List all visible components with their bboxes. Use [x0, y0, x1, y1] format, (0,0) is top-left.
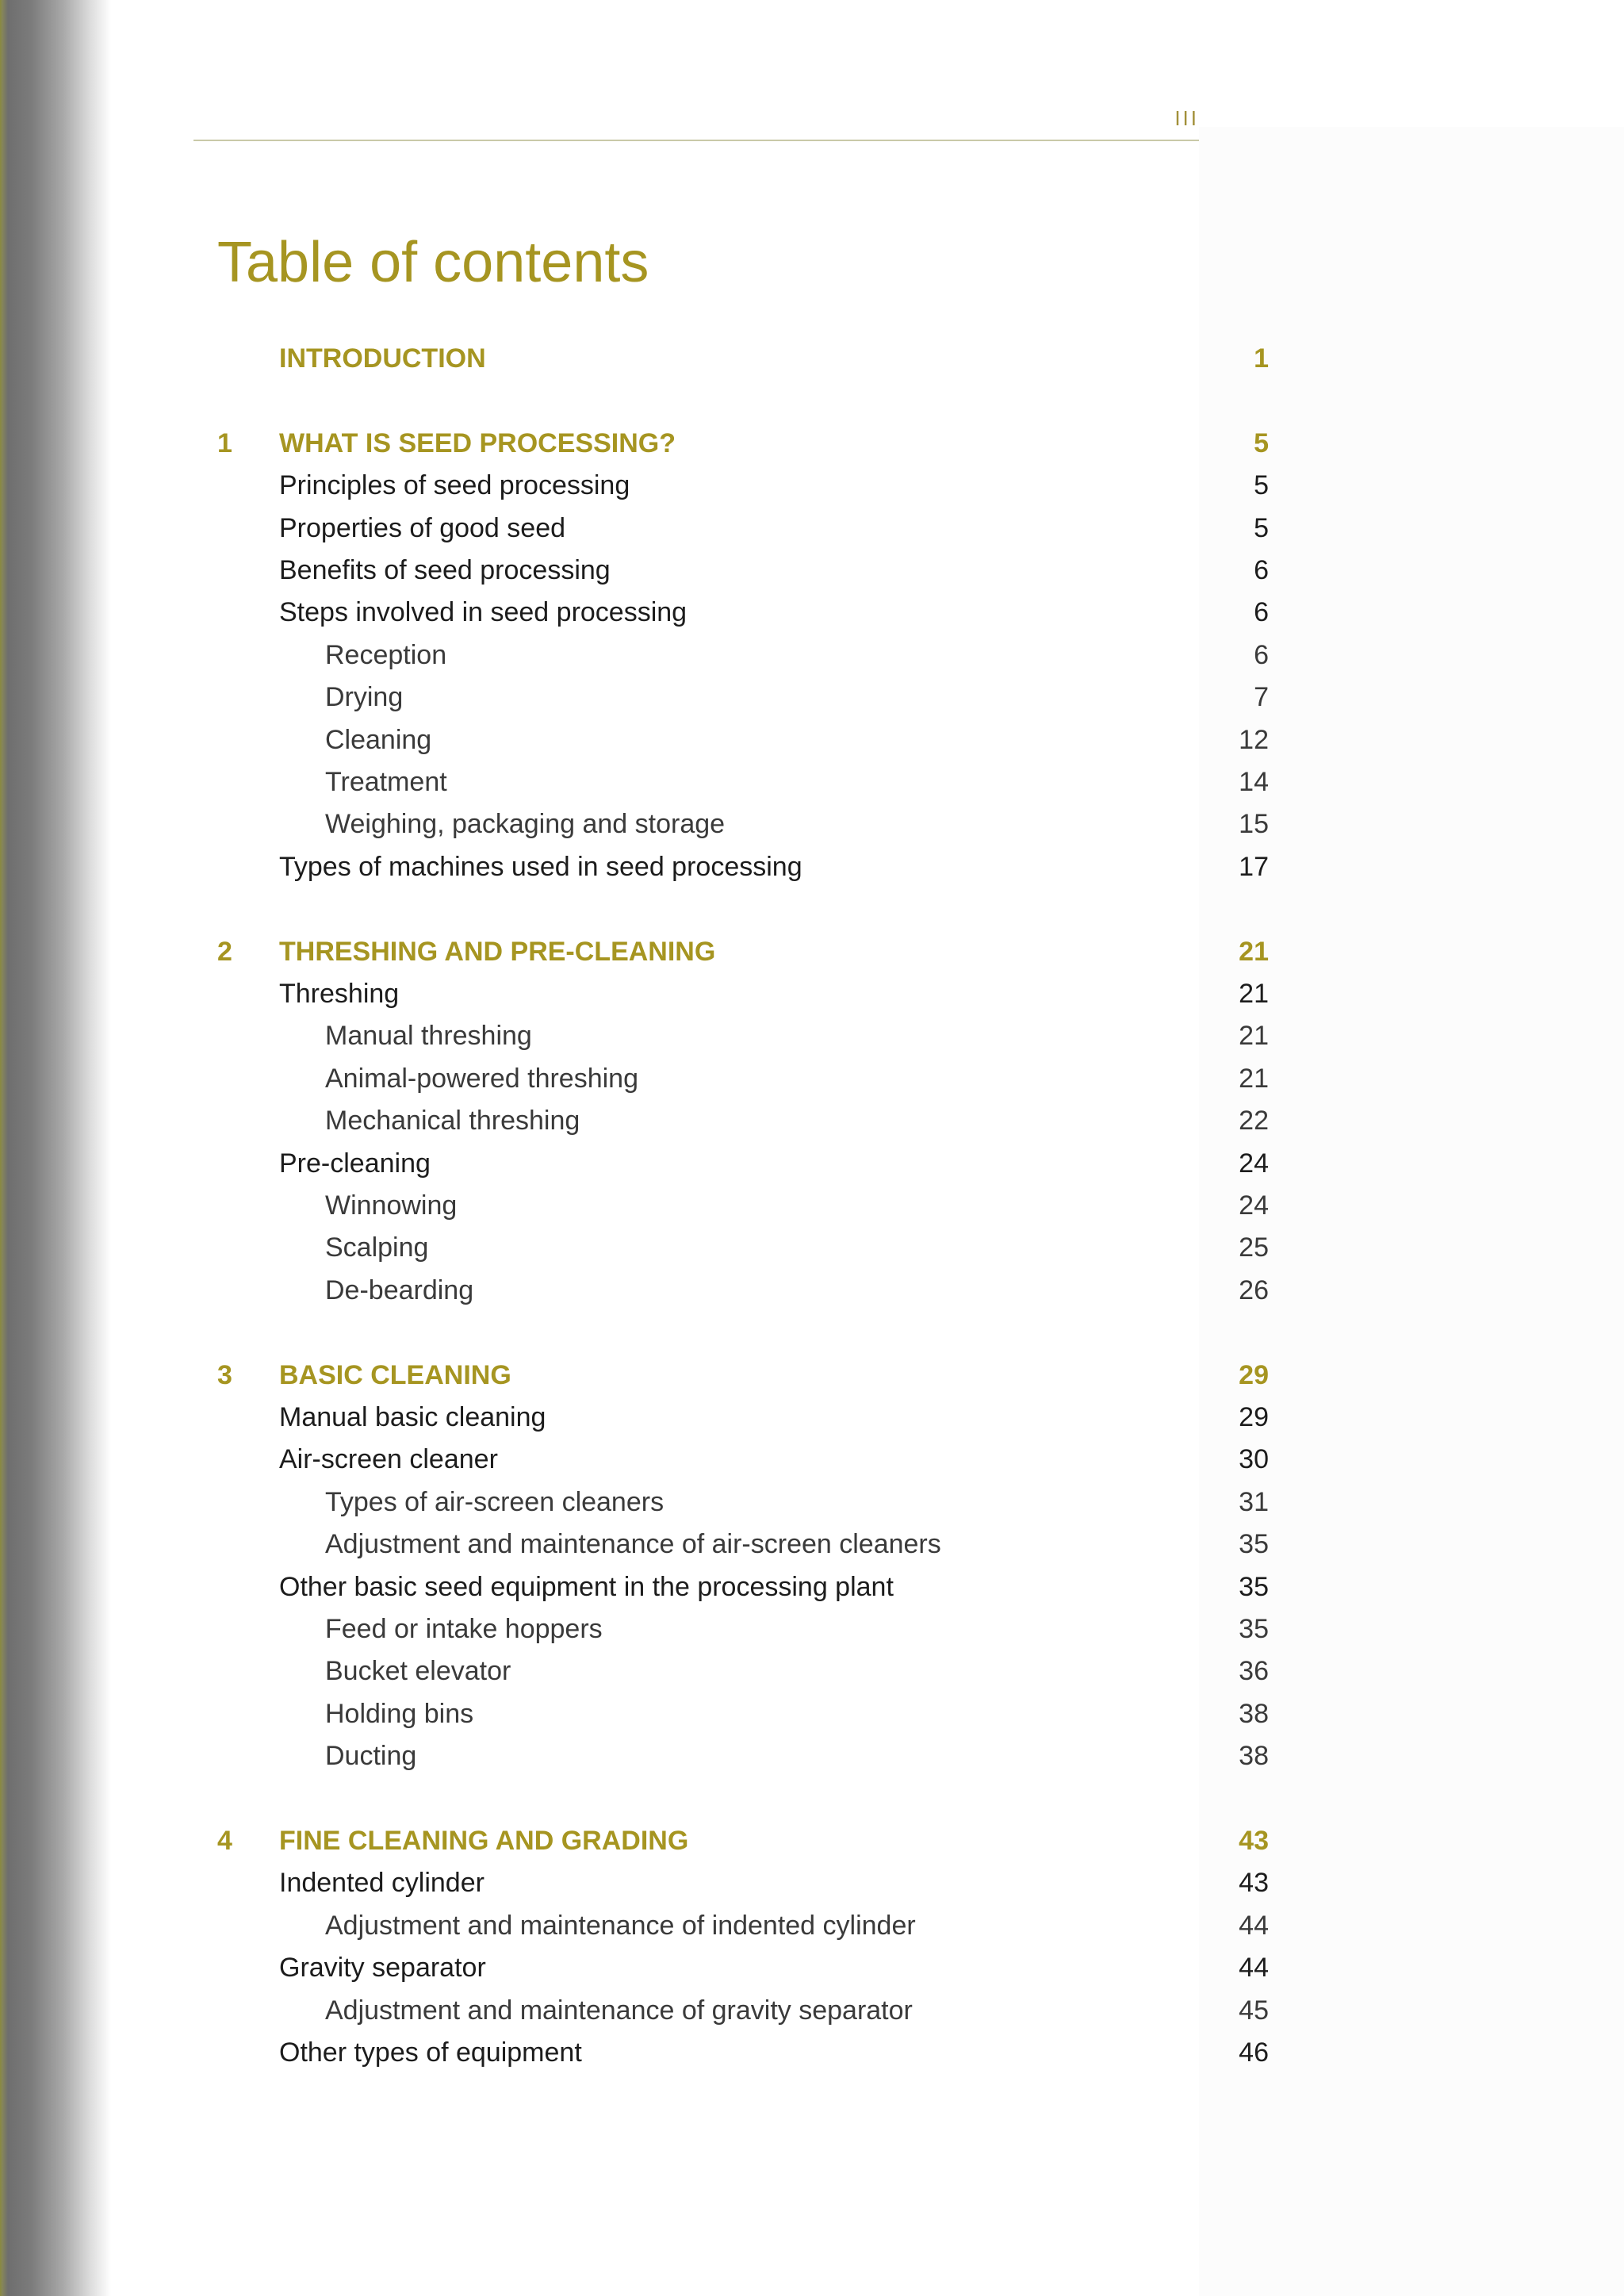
toc-entry-label: Animal-powered threshing: [325, 1063, 638, 1094]
toc-entry-label: Types of air-screen cleaners: [325, 1486, 665, 1517]
toc-page-number: 25: [1239, 1232, 1269, 1263]
toc-page-number: 24: [1239, 1190, 1269, 1221]
toc-entry-label: Ducting: [325, 1741, 417, 1772]
toc-page-number: 35: [1239, 1529, 1269, 1560]
toc-entry-row[interactable]: [0, 1990, 1624, 2032]
toc-entry-row[interactable]: [0, 1566, 1624, 1608]
toc-entry-label: Drying: [325, 682, 404, 713]
toc-entry-row[interactable]: [0, 592, 1624, 634]
toc-page-number: 38: [1239, 1698, 1269, 1729]
toc-entry-label: Air-screen cleaner: [279, 1444, 498, 1475]
toc-entry-row[interactable]: [0, 973, 1624, 1015]
toc-page-number: 7: [1254, 682, 1269, 713]
toc-entry-row[interactable]: [0, 1947, 1624, 1989]
toc-entry-row[interactable]: [0, 1227, 1624, 1269]
toc-page-number: 29: [1239, 1359, 1269, 1390]
toc-entry-row[interactable]: [0, 465, 1624, 507]
toc-entry-label: Manual threshing: [325, 1021, 532, 1052]
toc-page-number: 35: [1239, 1571, 1269, 1602]
toc-entry-label: Benefits of seed processing: [279, 555, 611, 585]
toc-entry-row[interactable]: [0, 1524, 1624, 1566]
toc-entry-label: Holding bins: [325, 1698, 474, 1729]
running-header: [193, 0, 1199, 141]
toc-entry-label: THRESHING AND PRE-CLEANING: [279, 936, 716, 967]
toc-entry-label: Weighing, packaging and storage: [325, 809, 726, 840]
toc-entry-row[interactable]: [0, 634, 1624, 677]
toc-page-number: 38: [1239, 1741, 1269, 1772]
toc-entry-label: Manual basic cleaning: [279, 1402, 546, 1432]
toc-entry-row[interactable]: [0, 1397, 1624, 1439]
toc-page-number: 30: [1239, 1444, 1269, 1475]
toc-entry-label: Reception: [325, 639, 447, 670]
toc-page-number: 46: [1239, 2037, 1269, 2068]
toc-chapter-number: 3: [217, 1359, 232, 1390]
toc-page-number: 21: [1239, 936, 1269, 967]
toc-entry-label: Feed or intake hoppers: [325, 1614, 603, 1644]
toc-page-number: 44: [1239, 1953, 1269, 1984]
toc-entry-label: Treatment: [325, 767, 447, 797]
toc-entry-label: De-bearding: [325, 1274, 474, 1305]
toc-entry-label: Threshing: [279, 979, 400, 1009]
toc-entry-row[interactable]: [0, 1693, 1624, 1735]
toc-entry-row[interactable]: [0, 677, 1624, 719]
toc-entry-row[interactable]: [0, 508, 1624, 550]
toc-page-number: 35: [1239, 1614, 1269, 1644]
toc-entry-row[interactable]: [0, 761, 1624, 803]
toc-entry-row[interactable]: [0, 1439, 1624, 1481]
toc-page-number: 29: [1239, 1402, 1269, 1432]
toc-entry-row[interactable]: [0, 1735, 1624, 1777]
toc-entry-row[interactable]: [0, 1100, 1624, 1142]
toc-page-number: 31: [1239, 1486, 1269, 1517]
toc-page-number: 5: [1254, 470, 1269, 501]
toc-page-number: 5: [1254, 512, 1269, 543]
toc-entry-row[interactable]: [0, 1905, 1624, 1947]
toc-entry-label: Other basic seed equipment in the processing plant: [279, 1571, 894, 1602]
toc-entry-label: Properties of good seed: [279, 512, 566, 543]
toc-chapter-number: 2: [217, 936, 232, 967]
toc-chapter-row[interactable]: [0, 1355, 1624, 1397]
toc-page-number: 26: [1239, 1274, 1269, 1305]
toc-entry-row[interactable]: [0, 1143, 1624, 1185]
toc-entry-label: Winnowing: [325, 1190, 458, 1221]
toc-entry-label: Types of machines used in seed processing: [279, 851, 802, 882]
toc-page-number: 15: [1239, 809, 1269, 840]
toc-chapter-row[interactable]: [0, 338, 1624, 380]
toc-entry-label: Adjustment and maintenance of indented cylinder: [325, 1910, 916, 1941]
toc-entry-row[interactable]: [0, 1862, 1624, 1904]
page-title: Table of contents: [217, 231, 649, 294]
toc-entry-label: Principles of seed processing: [279, 470, 630, 501]
page-number: III: [1174, 106, 1199, 130]
toc-entry-label: Bucket elevator: [325, 1656, 511, 1687]
toc-page-number: 21: [1239, 1021, 1269, 1052]
toc-entry-row[interactable]: [0, 550, 1624, 592]
toc-page-number: 5: [1254, 427, 1269, 458]
toc-entry-row[interactable]: [0, 1270, 1624, 1312]
toc-page-number: 6: [1254, 639, 1269, 670]
toc-entry-label: INTRODUCTION: [279, 343, 486, 374]
toc-entry-row[interactable]: [0, 719, 1624, 761]
toc-entry-label: Other types of equipment: [279, 2037, 582, 2068]
toc-page-number: 24: [1239, 1148, 1269, 1179]
toc-entry-label: Cleaning: [325, 724, 432, 755]
toc-entry-label: Adjustment and maintenance of air-screen cleaners: [325, 1529, 941, 1560]
toc-entry-row[interactable]: [0, 1650, 1624, 1692]
toc-page-number: 36: [1239, 1656, 1269, 1687]
toc-entry-label: Pre-cleaning: [279, 1148, 431, 1179]
toc-page-number: 6: [1254, 597, 1269, 628]
toc-chapter-row[interactable]: [0, 1820, 1624, 1862]
toc-page-number: 45: [1239, 1995, 1269, 2026]
toc-page-number: 21: [1239, 1063, 1269, 1094]
toc-entry-label: Mechanical threshing: [325, 1106, 580, 1137]
toc-entry-row[interactable]: [0, 1481, 1624, 1524]
toc-entry-label: Adjustment and maintenance of gravity separator: [325, 1995, 913, 2026]
toc-page-number: 22: [1239, 1106, 1269, 1137]
toc-page-number: 43: [1239, 1826, 1269, 1856]
toc-entry-row[interactable]: [0, 1015, 1624, 1057]
toc-chapter-number: 1: [217, 427, 232, 458]
toc-entry-label: Scalping: [325, 1232, 429, 1263]
toc-page-number: 17: [1239, 851, 1269, 882]
toc-entry-row[interactable]: [0, 846, 1624, 888]
toc-chapter-number: 4: [217, 1826, 232, 1856]
toc-entry-label: FINE CLEANING AND GRADING: [279, 1826, 689, 1856]
toc-entry-label: WHAT IS SEED PROCESSING?: [279, 427, 676, 458]
toc-chapter-row[interactable]: [0, 423, 1624, 465]
toc-page-number: 14: [1239, 767, 1269, 797]
toc-page-number: 43: [1239, 1868, 1269, 1899]
toc-chapter-row[interactable]: [0, 931, 1624, 973]
toc-page-number: 1: [1254, 343, 1269, 374]
toc-page-number: 21: [1239, 979, 1269, 1009]
toc-entry-label: BASIC CLEANING: [279, 1359, 511, 1390]
toc-page-number: 44: [1239, 1910, 1269, 1941]
toc-page-number: 6: [1254, 555, 1269, 585]
toc-page-number: 12: [1239, 724, 1269, 755]
toc-entry-row[interactable]: [0, 2032, 1624, 2074]
toc-entry-row[interactable]: [0, 803, 1624, 845]
toc-entry-row[interactable]: [0, 1608, 1624, 1650]
toc-entry-label: Steps involved in seed processing: [279, 597, 688, 628]
toc-entry-row[interactable]: [0, 1185, 1624, 1227]
toc-entry-label: Gravity separator: [279, 1953, 486, 1984]
toc-entry-label: Indented cylinder: [279, 1868, 485, 1899]
toc-entry-row[interactable]: [0, 1058, 1624, 1100]
